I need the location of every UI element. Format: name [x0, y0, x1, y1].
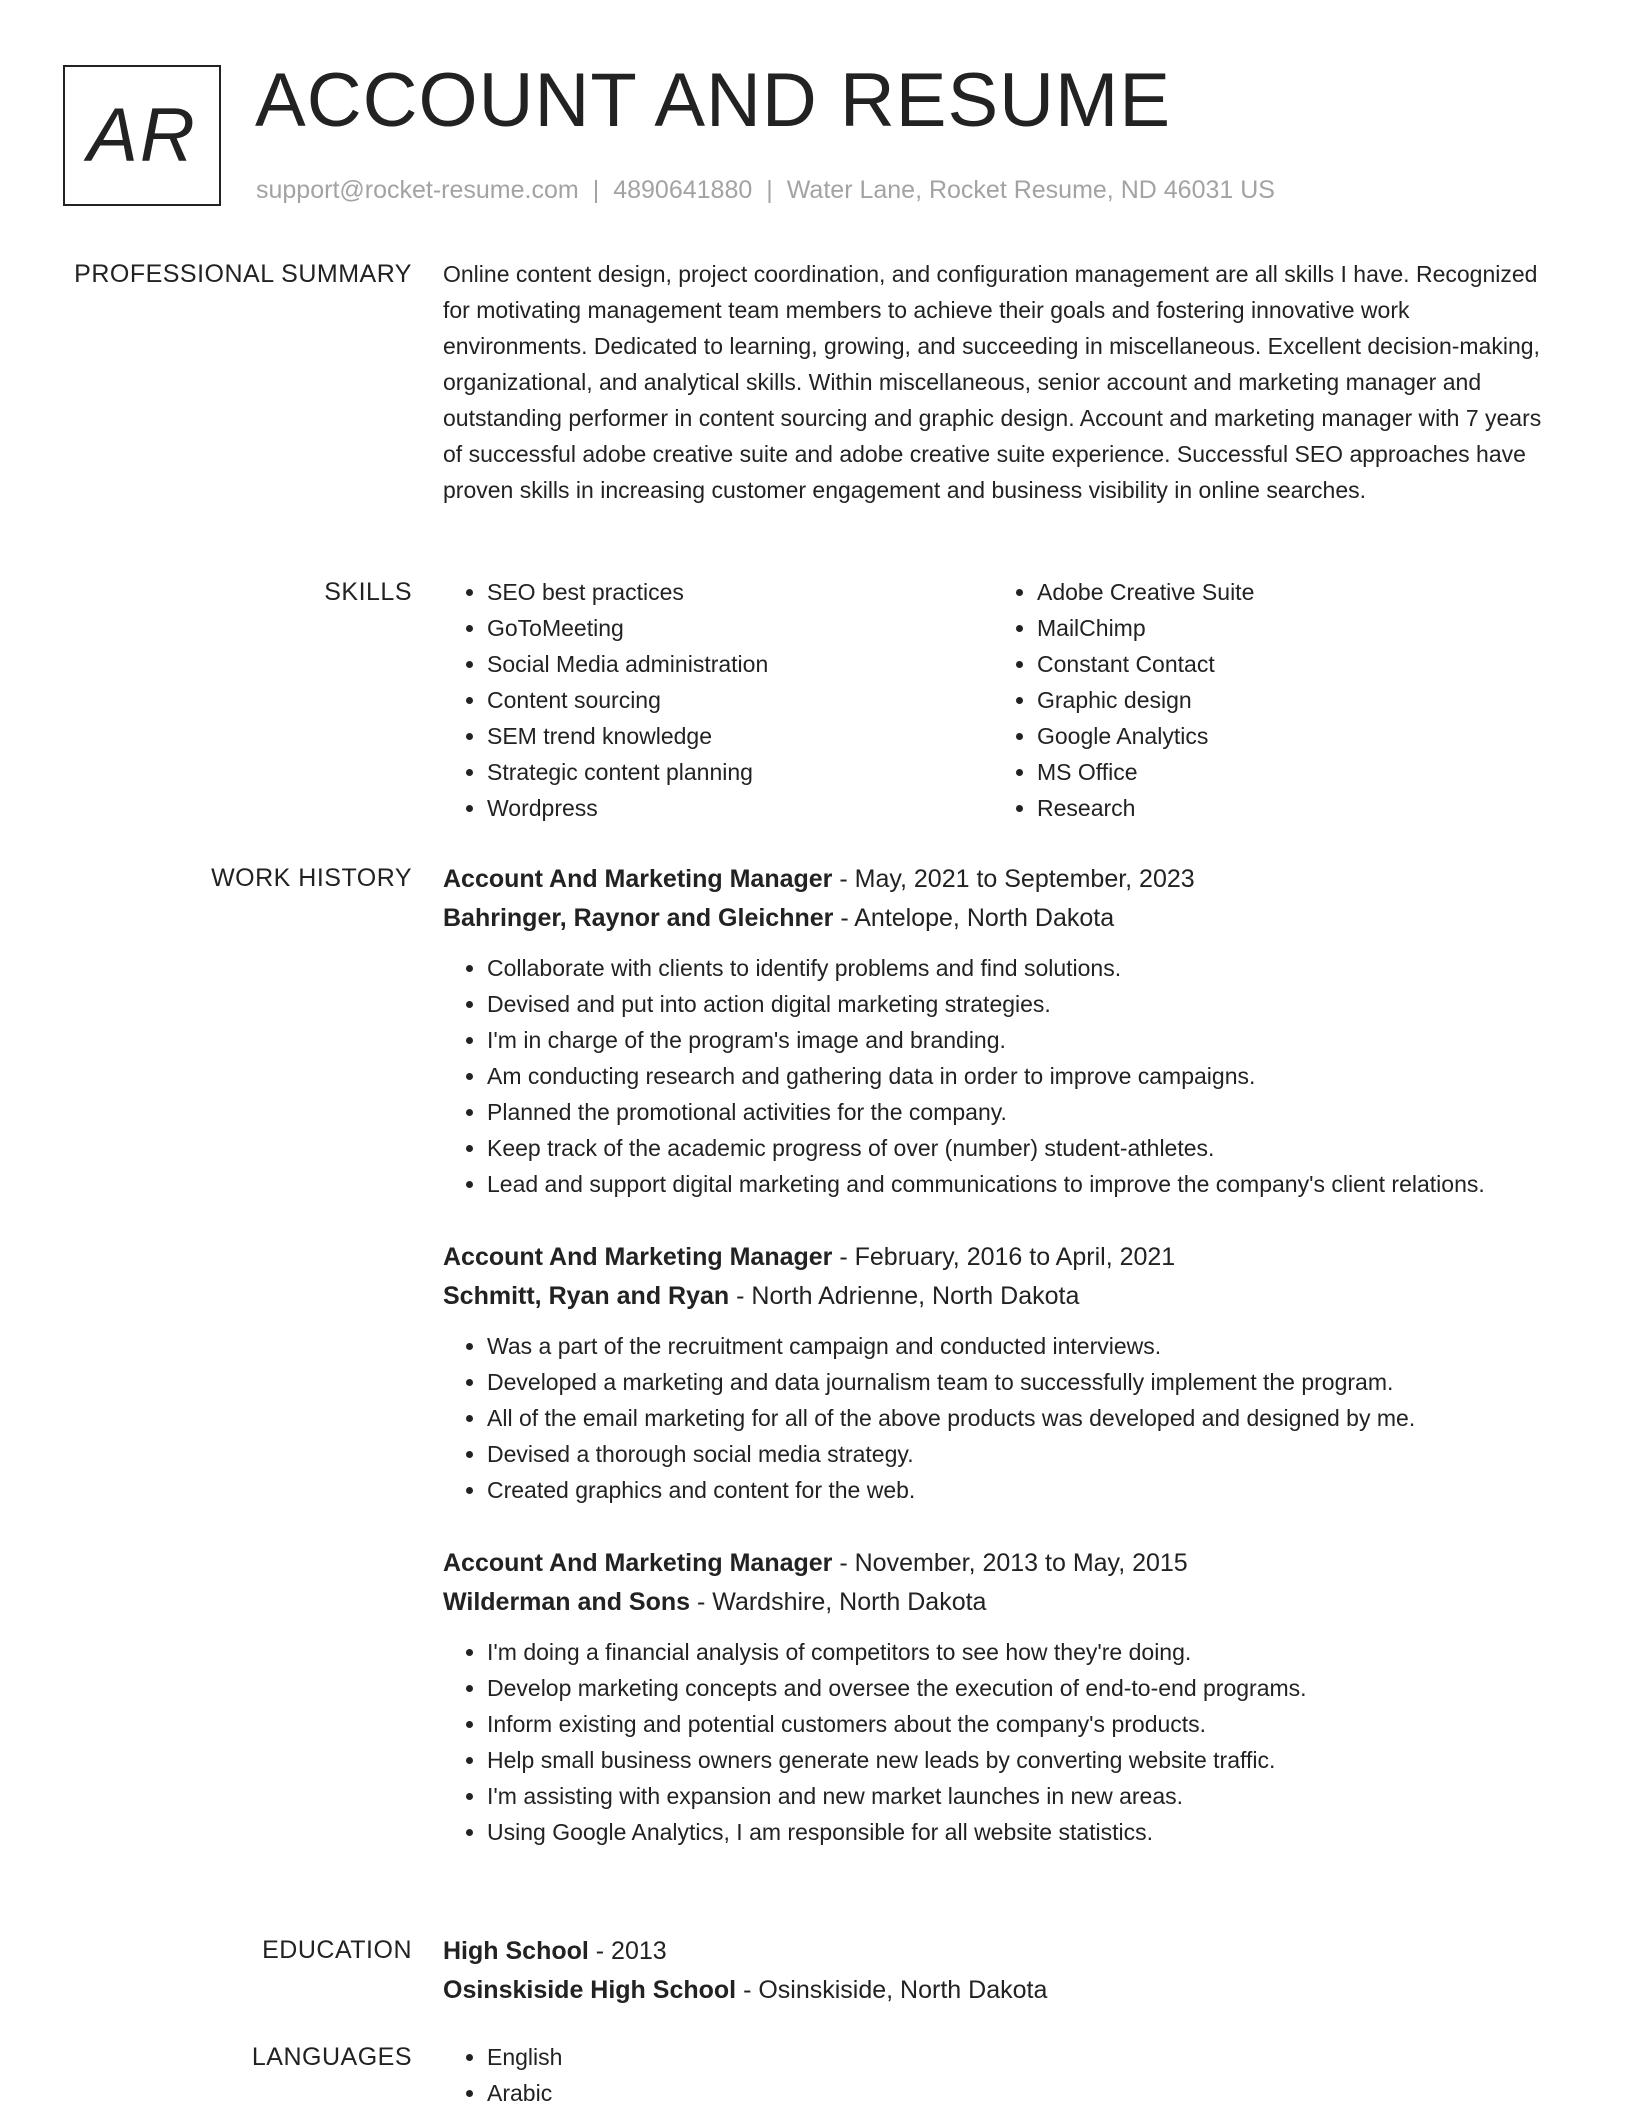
- job-duty: • I'm doing a financial analysis of competitors to see how they're doing.: [487, 1634, 1543, 1670]
- education-school-line: [443, 1971, 1543, 2010]
- section-heading-skills: SKILLS: [324, 578, 412, 606]
- job-duty: • Lead and support digital marketing and communications to improve the company's client relations.: [487, 1166, 1543, 1202]
- skill-item: • Social Media administration: [487, 646, 993, 682]
- section-heading-work-history: WORK HISTORY: [211, 864, 412, 892]
- job-duty: • Using Google Analytics, I am responsible for all website statistics.: [487, 1814, 1543, 1850]
- job-location: - North Adrienne, North Dakota: [736, 1282, 1080, 1310]
- job-dates: - November, 2013 to May, 2015: [839, 1549, 1188, 1577]
- skills-list-left: [443, 574, 993, 826]
- job-duties: [443, 1634, 1543, 1850]
- monogram-initials: AR: [87, 93, 197, 178]
- summary-body: [443, 256, 1543, 508]
- languages-list: [443, 2039, 1543, 2111]
- job-title: Account And Marketing Manager: [443, 1549, 833, 1577]
- job-duty: • Inform existing and potential customers about the company's products.: [487, 1706, 1543, 1742]
- monogram: [63, 65, 221, 206]
- skill-item: • Google Analytics: [1037, 718, 1543, 754]
- job-duties: [443, 1328, 1543, 1508]
- job-duty: • Develop marketing concepts and oversee the execution of end-to-end programs.: [487, 1670, 1543, 1706]
- job-entry: [443, 1238, 1543, 1508]
- skill-item: • Constant Contact: [1037, 646, 1543, 682]
- job-duty: • Devised and put into action digital marketing strategies.: [487, 986, 1543, 1022]
- job-duty: • Help small business owners generate new leads by converting website traffic.: [487, 1742, 1543, 1778]
- summary-text: Online content design, project coordination, and configuration management are all skills I have. Recognized for motivating management team members to achieve their goals and fostering innovative work environments. Dedicated to learning, growing, and succeeding in miscellaneous. Excellent decision-making, organizational, and analytical skills. Within miscellaneous, senior account and marketing manager and outstanding performer in content sourcing and graphic design. Account and marketing manager with 7 years of successful adobe creative suite and adobe creative suite experience. Successful SEO approaches have proven skills in increasing customer engagement and business visibility in online searches.: [443, 261, 1542, 503]
- skill-item: • Research: [1037, 790, 1543, 826]
- skill-item: • Adobe Creative Suite: [1037, 574, 1543, 610]
- job-entry: [443, 1544, 1543, 1850]
- education-school: Osinskiside High School: [443, 1976, 737, 2004]
- work-history-body: [443, 860, 1543, 1850]
- education-location: - Osinskiside, North Dakota: [743, 1976, 1048, 2004]
- job-company: Wilderman and Sons: [443, 1588, 691, 1616]
- skill-item: • SEO best practices: [487, 574, 993, 610]
- education-degree: High School: [443, 1937, 589, 1965]
- contact-email[interactable]: support@rocket-resume.com: [256, 176, 579, 204]
- language-item: • English: [487, 2039, 1543, 2075]
- page-title: ACCOUNT AND RESUME: [255, 58, 1172, 143]
- skills-columns: [443, 574, 1543, 826]
- job-company-line: [443, 1583, 1543, 1622]
- job-title-line: [443, 1544, 1543, 1583]
- job-duty: • Keep track of the academic progress of over (number) student-athletes.: [487, 1130, 1543, 1166]
- job-location: - Wardshire, North Dakota: [697, 1588, 987, 1616]
- contact-separator: |: [592, 176, 600, 204]
- job-company: Bahringer, Raynor and Gleichner: [443, 904, 834, 932]
- skill-item: • Strategic content planning: [487, 754, 993, 790]
- section-heading-languages: LANGUAGES: [251, 2043, 412, 2071]
- skills-list-right: [993, 574, 1543, 826]
- job-location: - Antelope, North Dakota: [840, 904, 1115, 932]
- skill-item: • MailChimp: [1037, 610, 1543, 646]
- skill-item: • MS Office: [1037, 754, 1543, 790]
- job-company-line: [443, 1277, 1543, 1316]
- contact-separator: |: [766, 176, 773, 204]
- skill-item: • SEM trend knowledge: [487, 718, 993, 754]
- job-title-line: [443, 860, 1543, 899]
- skills-body: [443, 574, 1543, 826]
- job-duty: • Was a part of the recruitment campaign and conducted interviews.: [487, 1328, 1543, 1364]
- education-degree-line: [443, 1932, 1543, 1971]
- job-title: Account And Marketing Manager: [443, 865, 833, 893]
- education-body: [443, 1932, 1543, 2010]
- job-title-line: [443, 1238, 1543, 1277]
- skill-item: • Graphic design: [1037, 682, 1543, 718]
- job-duty: • Devised a thorough social media strategy.: [487, 1436, 1543, 1472]
- job-duty: • I'm in charge of the program's image and branding.: [487, 1022, 1543, 1058]
- job-duty: • All of the email marketing for all of the above products was developed and designed by me.: [487, 1400, 1543, 1436]
- job-entry: [443, 860, 1543, 1202]
- skill-item: • Wordpress: [487, 790, 993, 826]
- contact-line: [256, 174, 1275, 206]
- job-duties: [443, 950, 1543, 1202]
- job-company-line: [443, 899, 1543, 938]
- education-year: - 2013: [595, 1937, 667, 1965]
- job-duty: • Collaborate with clients to identify problems and find solutions.: [487, 950, 1543, 986]
- job-duty: • Developed a marketing and data journalism team to successfully implement the program.: [487, 1364, 1543, 1400]
- job-duty: • Planned the promotional activities for the company.: [487, 1094, 1543, 1130]
- job-company: Schmitt, Ryan and Ryan: [443, 1282, 730, 1310]
- section-heading-summary: PROFESSIONAL SUMMARY: [74, 260, 412, 288]
- job-title: Account And Marketing Manager: [443, 1243, 833, 1271]
- job-duty: • Am conducting research and gathering data in order to improve campaigns.: [487, 1058, 1543, 1094]
- job-dates: - May, 2021 to September, 2023: [839, 865, 1195, 893]
- skill-item: • GoToMeeting: [487, 610, 993, 646]
- job-duty: • Created graphics and content for the web.: [487, 1472, 1543, 1508]
- languages-body: [443, 2039, 1543, 2111]
- language-item: • Arabic: [487, 2075, 1543, 2111]
- contact-phone[interactable]: 4890641880: [613, 176, 753, 204]
- job-dates: - February, 2016 to April, 2021: [839, 1243, 1176, 1271]
- contact-address: Water Lane, Rocket Resume, ND 46031 US: [786, 176, 1275, 204]
- section-heading-education: EDUCATION: [262, 1936, 412, 1964]
- skill-item: • Content sourcing: [487, 682, 993, 718]
- job-duty: • I'm assisting with expansion and new market launches in new areas.: [487, 1778, 1543, 1814]
